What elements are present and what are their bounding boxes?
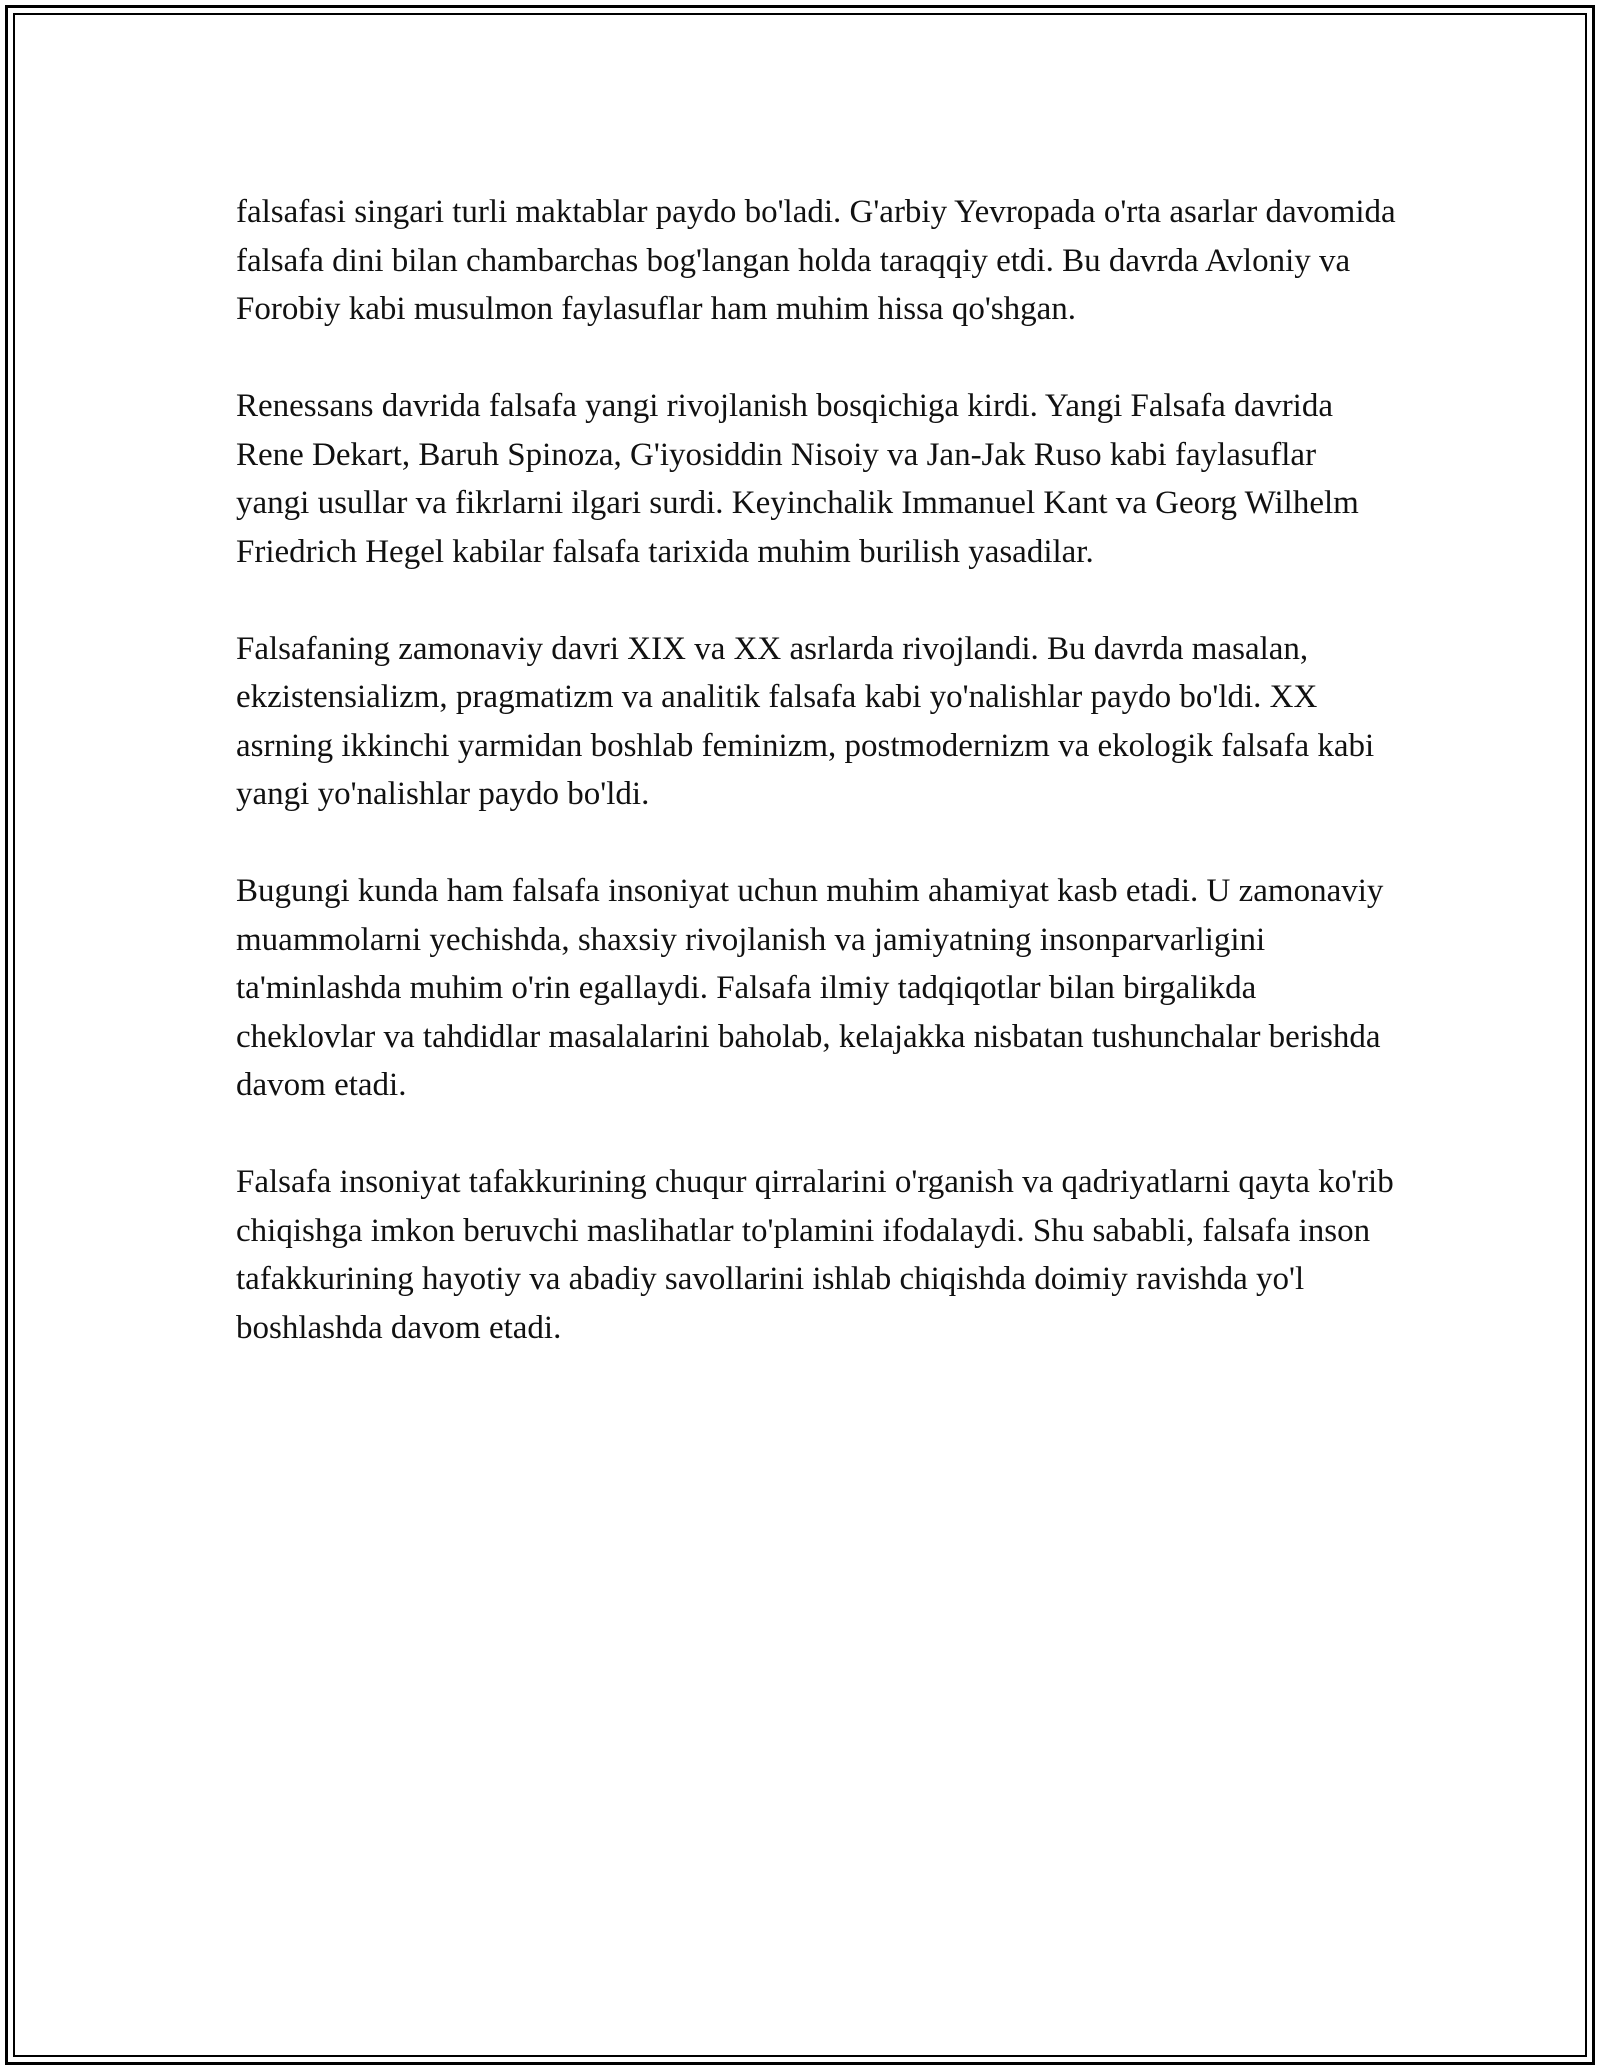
paragraph-1: falsafasi singari turli maktablar paydo bo'ladi. G'arbiy Yevropada o'rta asarlar davomida falsafa dini bilan chambarchas bog'langan holda taraqqiy etdi. Bu davrda Avloniy va Forobiy kabi musulmon faylasuflar ham muhim hissa qo'shgan. <box>236 194 1396 327</box>
document-body <box>236 188 1396 1401</box>
paragraph-4: Bugungi kunda ham falsafa insoniyat uchun muhim ahamiyat kasb etadi. U zamonaviy muammolarni yechishda, shaxsiy rivojlanish va jamiyatning insonparvarligini ta'minlashda muhim o'rin egallaydi. Falsafa ilmiy tadqiqotlar bilan birgalikda cheklovlar va tahdidlar masalalarini baholab, kelajakka nisbatan tushunchalar berishda davom etadi. <box>236 873 1384 1103</box>
paragraph-5: Falsafa insoniyat tafakkurining chuqur qirralarini o'rganish va qadriyatlarni qayta ko'rib chiqishga imkon beruvchi maslihatlar to'plamini ifodalaydi. Shu sababli, falsafa inson tafakkurining hayotiy va abadiy savollarini ishlab chiqishda doimiy ravishda yo'l boshlashda davom etadi. <box>236 1164 1394 1346</box>
paragraph-2: Renessans davrida falsafa yangi rivojlanish bosqichiga kirdi. Yangi Falsafa davrida Rene Dekart, Baruh Spinoza, G'iyosiddin Nisoiy va Jan-Jak Ruso kabi faylasuflar yangi usullar va fikrlarni ilgari surdi. Keyinchalik Immanuel Kant va Georg Wilhelm Friedrich Hegel kabilar falsafa tarixida muhim burilish yasadilar. <box>236 388 1359 570</box>
paragraph-3: Falsafaning zamonaviy davri XIX va XX asrlarda rivojlandi. Bu davrda masalan, ekzistensializm, pragmatizm va analitik falsafa kabi yo'nalishlar paydo bo'ldi. XX asrning ikkinchi yarmidan boshlab feminizm, postmodernizm va ekologik falsafa kabi yangi yo'nalishlar paydo bo'ldi. <box>236 630 1375 812</box>
